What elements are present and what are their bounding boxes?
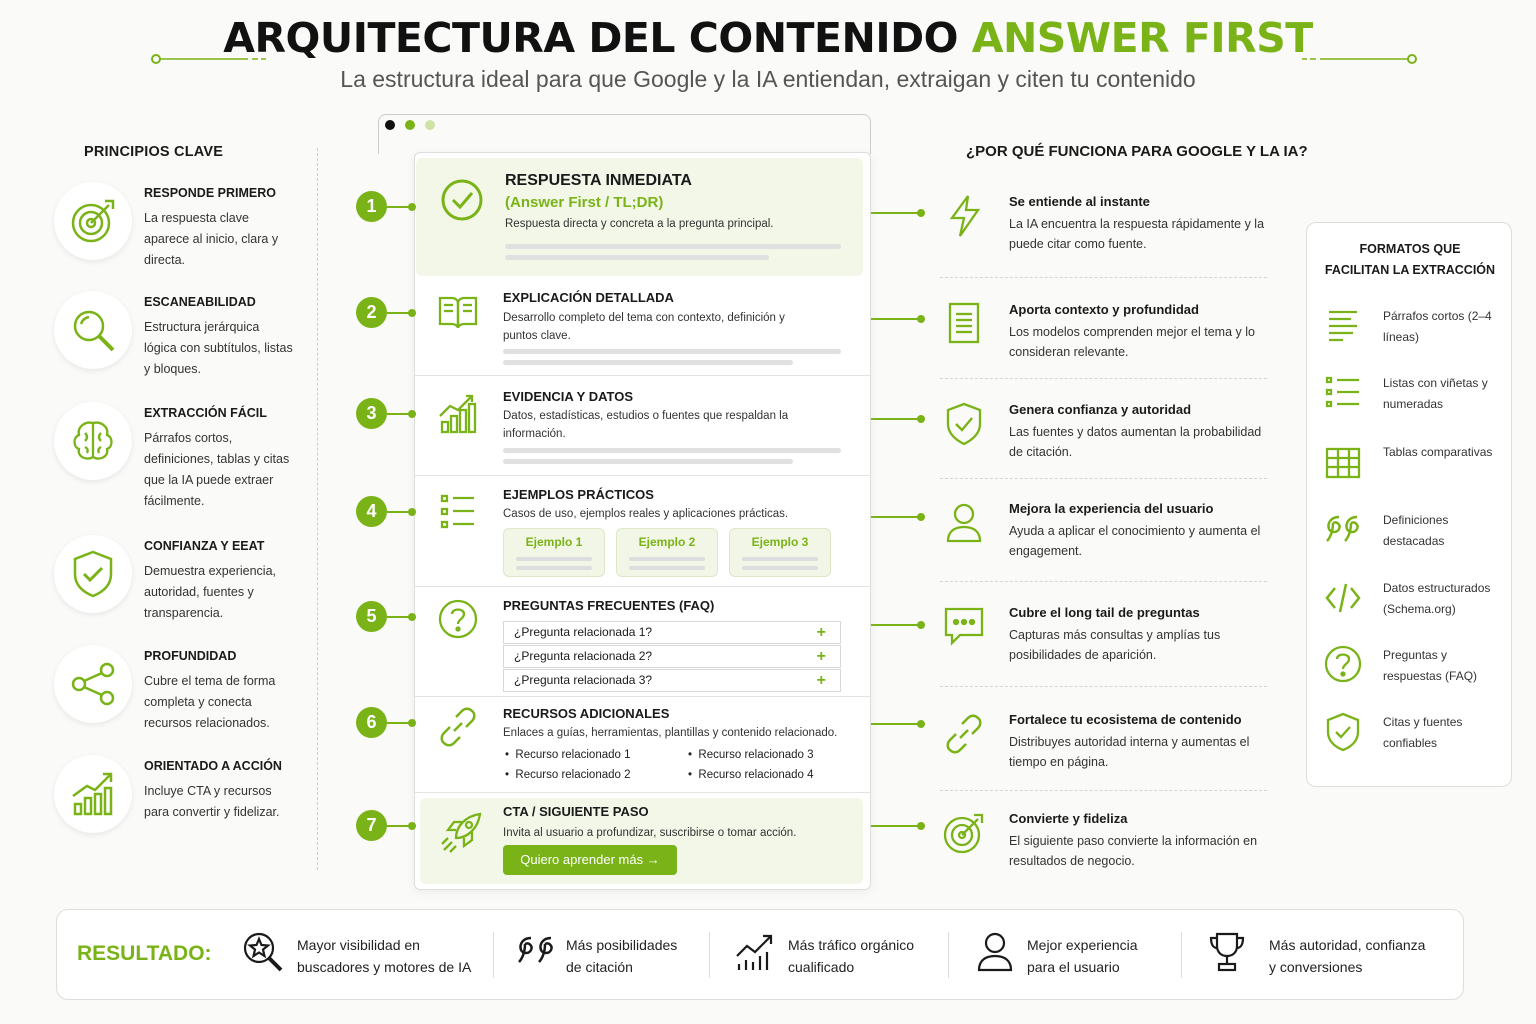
formats-title [1307, 239, 1513, 281]
section-text: Invita al usuario a profundizar, suscribirse o tomar acción. [503, 827, 797, 839]
open-book-icon [436, 290, 480, 334]
faq-question: ¿Pregunta relacionada 2? [514, 649, 653, 663]
reason-title: Cubre el long tail de preguntas [1009, 605, 1200, 620]
page-subtitle: La estructura ideal para que Google y la IA entiendan, extraigan y citen tu contenido [340, 66, 1196, 92]
reason-connector [871, 624, 921, 626]
reason-title: Fortalece tu ecosistema de contenido [1009, 712, 1242, 727]
result-text [1269, 934, 1425, 978]
step-connector [387, 312, 414, 314]
resource-link[interactable]: • Recurso relacionado 2 [505, 769, 631, 781]
check-circle-icon [440, 178, 484, 222]
step-number: 5 [356, 601, 387, 632]
reason-text: El siguiente paso convierte la información en resultados de negocio. [1009, 834, 1258, 868]
step-number: 7 [356, 810, 387, 841]
quote-icon [513, 930, 557, 974]
reason-text: Capturas más consultas y amplías tus posibilidades de aparición. [1009, 628, 1221, 662]
reason-title: Se entiende al instante [1009, 194, 1150, 209]
principle-title: RESPONDE PRIMERO [144, 186, 276, 200]
format-label: Preguntas y respuestas (FAQ) [1383, 648, 1478, 683]
reason-connector [871, 825, 921, 827]
result-line: de citación [566, 959, 633, 975]
document-icon [942, 302, 986, 346]
section-title: RECURSOS ADICIONALES [503, 706, 670, 721]
paragraph-icon [1323, 306, 1363, 346]
shield-check-icon [54, 535, 132, 613]
expand-plus-icon[interactable]: + [816, 624, 826, 641]
reason-text: La IA encuentra la respuesta rápidamente y la puede citar como fuente. [1009, 217, 1265, 251]
step-number: 3 [356, 398, 387, 429]
placeholder-bar [503, 448, 841, 453]
step-number: 2 [356, 297, 387, 328]
separator [1181, 932, 1182, 978]
result-line: Más posibilidades [566, 937, 678, 953]
results-label: RESULTADO: [77, 942, 212, 965]
section-title: CTA / SIGUIENTE PASO [503, 804, 649, 819]
example-label: Ejemplo 1 [525, 535, 583, 549]
result-text [788, 934, 914, 978]
format-label: Listas con viñetas y numeradas [1383, 376, 1488, 411]
resource-link[interactable]: • Recurso relacionado 4 [688, 769, 814, 781]
reason-text: Ayuda a aplicar el conocimiento y aumenta el engagement. [1009, 524, 1261, 558]
step-connector [387, 413, 414, 415]
result-text [297, 934, 471, 978]
decorative-line-left [148, 52, 268, 66]
placeholder-bar [503, 349, 841, 354]
section-text: Enlaces a guías, herramientas, plantillas y contenido relacionado. [503, 727, 838, 739]
reason-title: Genera confianza y autoridad [1009, 402, 1192, 417]
link-icon [436, 705, 480, 749]
result-text [1027, 934, 1138, 978]
principle-text: Demuestra experiencia, autoridad, fuentes y transparencia. [144, 564, 277, 620]
formats-panel [1306, 222, 1512, 787]
section-title: EVIDENCIA Y DATOS [503, 389, 634, 404]
placeholder-bar [516, 566, 592, 570]
format-label: Definiciones destacadas [1383, 513, 1449, 548]
magnifier-icon [54, 291, 132, 369]
principles-heading: PRINCIPIOS CLAVE [84, 144, 224, 160]
reason-connector [871, 418, 921, 420]
rocket-icon [440, 810, 484, 854]
quote-icon [1323, 509, 1363, 549]
separator [709, 932, 710, 978]
browser-frame [378, 114, 871, 154]
principle-text: Incluye CTA y recursos para convertir y fidelizar. [144, 784, 280, 819]
principle-title: PROFUNDIDAD [144, 649, 237, 663]
placeholder-bar [742, 566, 818, 570]
result-line: Mejor experiencia [1027, 937, 1138, 953]
principle-title: ESCANEABILIDAD [144, 295, 256, 309]
result-line: cualificado [788, 959, 855, 975]
column-divider [317, 148, 318, 870]
window-dot [425, 120, 435, 130]
result-line: y conversiones [1269, 959, 1363, 975]
step-connector [387, 206, 414, 208]
bullet-list-icon [1323, 373, 1363, 413]
resource-label: Recurso relacionado 4 [698, 769, 814, 781]
decorative-line-right [1300, 52, 1420, 66]
placeholder-bar [505, 244, 841, 249]
resource-label: Recurso relacionado 1 [515, 749, 631, 761]
step-connector [387, 825, 414, 827]
section-explanation [414, 276, 871, 376]
divider [940, 581, 1267, 582]
reason-connector [871, 318, 921, 320]
reason-text: Las fuentes y datos aumentan la probabilidad de citación. [1009, 425, 1262, 459]
placeholder-bar [629, 557, 705, 561]
placeholder-bar [516, 557, 592, 561]
step-number: 1 [356, 191, 387, 222]
faq-row[interactable] [503, 645, 841, 668]
format-label: Tablas comparativas [1383, 445, 1493, 459]
principle-text: Cubre el tema de forma completa y conecta recursos relacionados. [144, 674, 276, 730]
user-icon [942, 501, 986, 545]
principle-text: Párrafos cortos, definiciones, tablas y citas que la IA puede extraer fácilmente. [144, 431, 290, 508]
placeholder-bar [629, 566, 705, 570]
user-icon [973, 930, 1017, 974]
reason-connector [871, 212, 921, 214]
reason-connector [871, 516, 921, 518]
faq-row[interactable] [503, 669, 841, 692]
section-title: RESPUESTA INMEDIATA [505, 172, 692, 189]
reason-title: Convierte y fideliza [1009, 811, 1128, 826]
title-main: ARQUITECTURA DEL CONTENIDO [223, 14, 958, 62]
example-chip[interactable] [503, 528, 605, 577]
section-title: EXPLICACIÓN DETALLADA [503, 290, 674, 305]
shield-check-icon [1323, 712, 1363, 752]
section-text: Respuesta directa y concreta a la pregunta principal. [505, 218, 774, 230]
step-connector [387, 616, 414, 618]
formats-title-line: FACILITAN LA EXTRACCIÓN [1324, 263, 1496, 277]
format-label: Datos estructurados (Schema.org) [1383, 581, 1491, 616]
reason-title: Mejora la experiencia del usuario [1009, 501, 1214, 516]
target-icon [54, 182, 132, 260]
separator [493, 932, 494, 978]
question-circle-icon [1323, 644, 1363, 684]
principle-text: Estructura jerárquica lógica con subtítulos, listas y bloques. [144, 320, 293, 376]
section-text: Desarrollo completo del tema con contexto, definición y puntos clave. [503, 312, 785, 342]
step-number: 4 [356, 496, 387, 527]
formats-title-line: FORMATOS QUE [1359, 242, 1461, 256]
faq-question: ¿Pregunta relacionada 3? [514, 673, 653, 687]
result-line: buscadores y motores de IA [297, 959, 472, 975]
placeholder-bar [742, 557, 818, 561]
resource-link[interactable]: • Recurso relacionado 3 [688, 749, 814, 761]
divider [940, 277, 1267, 278]
example-label: Ejemplo 3 [751, 535, 809, 549]
section-title: PREGUNTAS FRECUENTES (FAQ) [503, 598, 715, 613]
step-connector [387, 511, 414, 513]
result-line: Más autoridad, confianza [1269, 937, 1426, 953]
link-icon [942, 712, 986, 756]
resource-link[interactable]: • Recurso relacionado 1 [505, 749, 631, 761]
shield-check-icon [942, 402, 986, 446]
expand-plus-icon[interactable]: + [816, 672, 826, 689]
code-icon [1323, 578, 1363, 618]
format-label: Párrafos cortos (2–4 líneas) [1383, 309, 1492, 344]
reason-title: Aporta contexto y profundidad [1009, 302, 1199, 317]
window-dot [385, 120, 395, 130]
principle-title: CONFIANZA Y EEAT [144, 539, 265, 553]
reason-text: Los modelos comprenden mejor el tema y lo consideran relevante. [1009, 325, 1255, 359]
expand-plus-icon[interactable]: + [816, 648, 826, 665]
faq-question: ¿Pregunta relacionada 1? [514, 625, 653, 639]
resource-label: Recurso relacionado 2 [515, 769, 631, 781]
resource-label: Recurso relacionado 3 [698, 749, 814, 761]
results-bar [56, 909, 1464, 1000]
growth-chart-icon [733, 930, 777, 974]
window-dot [405, 120, 415, 130]
step-number: 6 [356, 707, 387, 738]
format-label: Citas y fuentes confiables [1383, 715, 1463, 750]
table-icon [1323, 443, 1363, 483]
section-text: Datos, estadísticas, estudios o fuentes que respaldan la información. [503, 410, 789, 440]
faq-row[interactable] [503, 621, 841, 644]
reason-text: Distribuyes autoridad interna y aumentas el tiempo en página. [1009, 735, 1250, 769]
result-line: para el usuario [1027, 959, 1120, 975]
example-chip[interactable] [729, 528, 831, 577]
cta-button[interactable]: Quiero aprender más → [503, 845, 677, 875]
section-title: EJEMPLOS PRÁCTICOS [503, 487, 654, 502]
share-icon [54, 645, 132, 723]
placeholder-bar [505, 255, 769, 260]
principle-title: EXTRACCIÓN FÁCIL [144, 406, 267, 420]
placeholder-bar [503, 459, 793, 464]
divider [940, 378, 1267, 379]
lightning-icon [942, 194, 986, 238]
result-text [566, 934, 677, 978]
divider [940, 478, 1267, 479]
step-connector [387, 722, 414, 724]
reasons-heading: ¿POR QUÉ FUNCIONA PARA GOOGLE Y LA IA? [966, 143, 1308, 160]
divider [940, 686, 1267, 687]
principle-text: La respuesta clave aparece al inicio, clara y directa. [144, 211, 279, 267]
trophy-icon [1205, 930, 1249, 974]
result-line: Mayor visibilidad en [297, 937, 420, 953]
section-subtitle: (Answer First / TL;DR) [505, 194, 664, 211]
example-label: Ejemplo 2 [638, 535, 696, 549]
star-search-icon [241, 930, 285, 974]
result-line: Más tráfico orgánico [788, 937, 915, 953]
growth-chart-icon [54, 755, 132, 833]
separator [948, 932, 949, 978]
title-highlight: ANSWER FIRST [971, 14, 1313, 62]
principle-title: ORIENTADO A ACCIÓN [144, 759, 282, 773]
placeholder-bar [503, 360, 793, 365]
divider [940, 790, 1267, 791]
example-chip[interactable] [616, 528, 718, 577]
question-circle-icon [436, 597, 480, 641]
bar-chart-icon [436, 392, 480, 436]
chat-bubble-icon [942, 605, 986, 649]
brain-icon [54, 402, 132, 480]
section-evidence [414, 376, 871, 476]
target-icon [942, 811, 986, 855]
section-answer-first [416, 158, 863, 276]
list-icon [436, 490, 480, 534]
reason-connector [871, 723, 921, 725]
section-text: Casos de uso, ejemplos reales y aplicaciones prácticas. [503, 508, 789, 520]
